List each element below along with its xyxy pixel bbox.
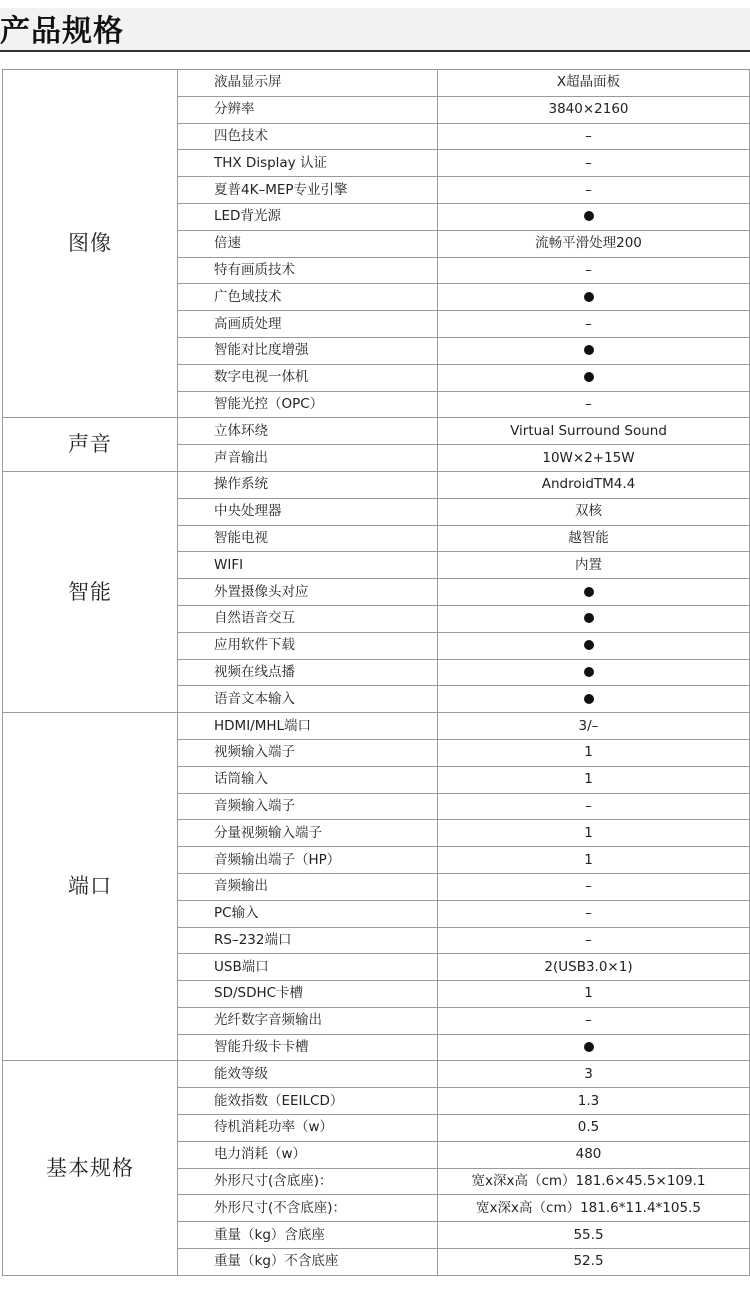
spec-name: 声音输出 (178, 445, 438, 472)
spec-value: 3/– (438, 713, 750, 740)
spec-value (438, 337, 750, 364)
spec-value: 双核 (438, 498, 750, 525)
spec-value (438, 632, 750, 659)
spec-name: 高画质处理 (178, 311, 438, 338)
spec-name: 智能对比度增强 (178, 337, 438, 364)
spec-value: 52.5 (438, 1249, 750, 1276)
spec-name: 光纤数字音频输出 (178, 1007, 438, 1034)
top-spacer (0, 0, 750, 8)
spec-value: 480 (438, 1141, 750, 1168)
spec-name: USB端口 (178, 954, 438, 981)
spec-name: WIFI (178, 552, 438, 579)
spec-name: 音频输出 (178, 873, 438, 900)
spec-value: – (438, 257, 750, 284)
spec-name: 能效指数（EEILCD） (178, 1088, 438, 1115)
spec-value: – (438, 873, 750, 900)
spec-name: 话筒输入 (178, 766, 438, 793)
spec-value: 1.3 (438, 1088, 750, 1115)
spec-value: – (438, 793, 750, 820)
spec-name: SD/SDHC卡槽 (178, 981, 438, 1008)
spec-name: 能效等级 (178, 1061, 438, 1088)
spec-value: – (438, 391, 750, 418)
spec-value: 1 (438, 766, 750, 793)
spec-value: AndroidTM4.4 (438, 471, 750, 498)
spec-name: 智能电视 (178, 525, 438, 552)
spec-name: 数字电视一体机 (178, 364, 438, 391)
spec-value: 宽x深x高（cm）181.6×45.5×109.1 (438, 1168, 750, 1195)
category-label: 基本规格 (3, 1061, 178, 1275)
spec-name: 特有画质技术 (178, 257, 438, 284)
spec-row (3, 418, 750, 445)
spec-name: 中央处理器 (178, 498, 438, 525)
spec-name: 倍速 (178, 230, 438, 257)
spec-value (438, 1034, 750, 1061)
supported-dot-icon (584, 694, 594, 704)
spec-name: 外形尺寸(不含底座)： (178, 1195, 438, 1222)
spec-value: 流畅平滑处理200 (438, 230, 750, 257)
spec-name: 液晶显示屏 (178, 70, 438, 97)
spec-value: 1 (438, 847, 750, 874)
spec-value: – (438, 927, 750, 954)
supported-dot-icon (584, 667, 594, 677)
spec-value (438, 364, 750, 391)
supported-dot-icon (584, 1042, 594, 1052)
supported-dot-icon (584, 587, 594, 597)
spec-name: PC输入 (178, 900, 438, 927)
spec-name: 分辨率 (178, 96, 438, 123)
spec-name: 外置摄像头对应 (178, 579, 438, 606)
category-label: 声音 (3, 418, 178, 472)
spec-value (438, 579, 750, 606)
spec-name: 语音文本输入 (178, 686, 438, 713)
spec-value: 越智能 (438, 525, 750, 552)
spec-value: 1 (438, 820, 750, 847)
supported-dot-icon (584, 345, 594, 355)
spec-value: 3840×2160 (438, 96, 750, 123)
spec-value: – (438, 123, 750, 150)
spec-value (438, 686, 750, 713)
spec-value: 2(USB3.0×1) (438, 954, 750, 981)
spec-name: THX Display 认证 (178, 150, 438, 177)
spec-value: 3 (438, 1061, 750, 1088)
spec-value (438, 284, 750, 311)
spec-name: 外形尺寸(含底座)： (178, 1168, 438, 1195)
spec-value: 宽x深x高（cm）181.6*11.4*105.5 (438, 1195, 750, 1222)
spec-name: HDMI/MHL端口 (178, 713, 438, 740)
spec-name: 音频输入端子 (178, 793, 438, 820)
spec-name: 广色域技术 (178, 284, 438, 311)
spec-row (3, 713, 750, 740)
supported-dot-icon (584, 372, 594, 382)
spec-value (438, 605, 750, 632)
page-title: 产品规格 (0, 14, 124, 49)
spec-value: Virtual Surround Sound (438, 418, 750, 445)
spec-value: 1 (438, 739, 750, 766)
spec-value: 1 (438, 981, 750, 1008)
supported-dot-icon (584, 292, 594, 302)
spec-name: 重量（kg）不含底座 (178, 1249, 438, 1276)
spec-name: 音频输出端子（HP） (178, 847, 438, 874)
spec-table-body (3, 70, 750, 1276)
spec-name: LED背光源 (178, 203, 438, 230)
spec-value: 内置 (438, 552, 750, 579)
spec-name: 分量视频输入端子 (178, 820, 438, 847)
spec-value: – (438, 177, 750, 204)
spec-name: 视频在线点播 (178, 659, 438, 686)
spec-name: 夏普4K–MEP专业引擎 (178, 177, 438, 204)
supported-dot-icon (584, 640, 594, 650)
spec-name: 视频输入端子 (178, 739, 438, 766)
supported-dot-icon (584, 613, 594, 623)
category-label: 智能 (3, 471, 178, 712)
spec-value (438, 203, 750, 230)
spec-value: X超晶面板 (438, 70, 750, 97)
spec-name: 操作系统 (178, 471, 438, 498)
category-label: 图像 (3, 70, 178, 418)
spec-value: – (438, 311, 750, 338)
spec-name: 电力消耗（w） (178, 1141, 438, 1168)
spec-name: 智能升级卡卡槽 (178, 1034, 438, 1061)
spec-name: RS–232端口 (178, 927, 438, 954)
spec-name: 立体环绕 (178, 418, 438, 445)
spec-name: 应用软件下载 (178, 632, 438, 659)
spec-value (438, 659, 750, 686)
supported-dot-icon (584, 211, 594, 221)
spec-name: 重量（kg）含底座 (178, 1222, 438, 1249)
spec-name: 智能光控（OPC） (178, 391, 438, 418)
header-divider (0, 50, 750, 52)
spec-value: – (438, 900, 750, 927)
spec-value: 55.5 (438, 1222, 750, 1249)
spec-value: – (438, 1007, 750, 1034)
spec-value: 0.5 (438, 1115, 750, 1142)
spec-table (2, 69, 750, 1276)
spec-row (3, 471, 750, 498)
spec-name: 自然语音交互 (178, 605, 438, 632)
spec-name: 四色技术 (178, 123, 438, 150)
spec-value: – (438, 150, 750, 177)
spec-row (3, 70, 750, 97)
spec-row (3, 1061, 750, 1088)
section-header (0, 8, 750, 52)
spec-name: 待机消耗功率（w） (178, 1115, 438, 1142)
category-label: 端口 (3, 713, 178, 1061)
spec-value: 10W×2+15W (438, 445, 750, 472)
